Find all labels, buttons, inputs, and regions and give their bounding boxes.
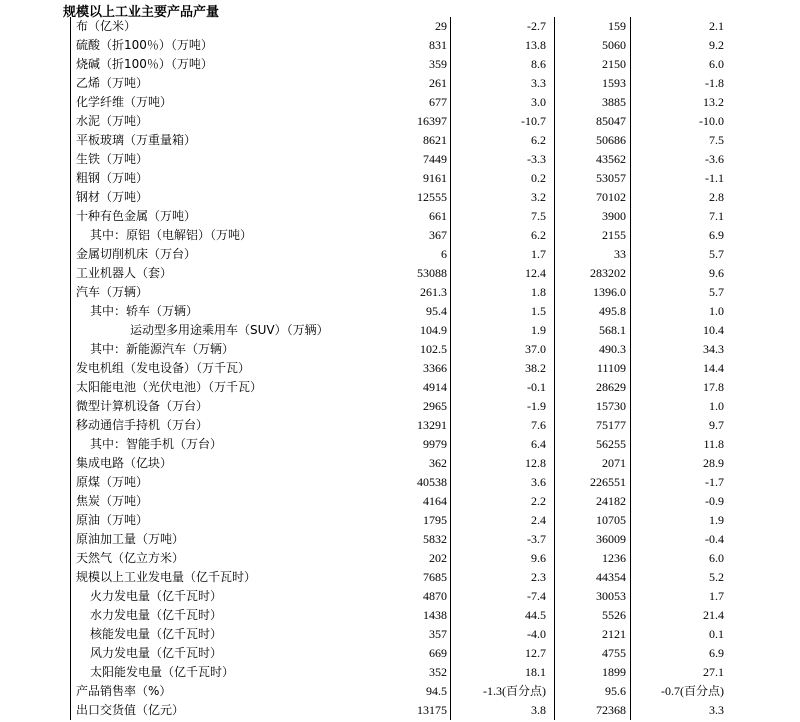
month-output-cell: 13291 [417,418,447,432]
product-name-cell: 生铁（万吨） [76,152,149,166]
month-output-cell: 94.5 [426,684,447,698]
product-name-cell: 微型计算机设备（万台） [76,399,209,413]
month-output-cell: 831 [429,38,447,52]
ytd-output-cell: 5526 [602,608,626,622]
month-growth-cell: 3.0 [531,95,546,109]
month-output-cell: 29 [435,19,447,33]
ytd-growth-cell: -1.7 [705,475,724,489]
ytd-output-cell: 490.3 [599,342,626,356]
ytd-output-cell: 283202 [590,266,626,280]
ytd-growth-cell: 5.7 [709,247,724,261]
month-output-cell: 661 [429,209,447,223]
ytd-output-cell: 5060 [602,38,626,52]
product-name-cell: 集成电路（亿块） [76,456,173,470]
product-name-cell: 核能发电量（亿千瓦时） [90,627,223,641]
month-output-cell: 359 [429,57,447,71]
ytd-output-cell: 495.8 [599,304,626,318]
ytd-growth-cell: -0.7(百分点) [661,684,724,698]
ytd-output-cell: 50686 [596,133,626,147]
month-output-cell: 102.5 [420,342,447,356]
product-name-cell: 布（亿米） [76,19,137,33]
month-output-cell: 40538 [417,475,447,489]
product-name-cell: 产品销售率（%） [76,684,172,698]
month-output-cell: 8621 [423,133,447,147]
ytd-output-cell: 70102 [596,190,626,204]
ytd-output-cell: 568.1 [599,323,626,337]
table-row [70,454,732,473]
ytd-growth-cell: -1.1 [705,171,724,185]
product-name-cell: 焦炭（万吨） [76,494,149,508]
table-row [70,473,732,492]
month-growth-cell: 3.3 [531,76,546,90]
month-growth-cell: 0.2 [531,171,546,185]
table-title: 规模以上工业主要产品产量 [63,5,220,20]
product-name-cell: 火力发电量（亿千瓦时） [90,589,223,603]
table-row [70,359,732,378]
month-growth-cell: 38.2 [525,361,546,375]
month-growth-cell: 8.6 [531,57,546,71]
table-row [70,55,732,74]
ytd-output-cell: 226551 [590,475,626,489]
month-output-cell: 2965 [423,399,447,413]
table-row [70,93,732,112]
table-row [70,169,732,188]
ytd-growth-cell: -3.6 [705,152,724,166]
table-row [70,606,732,625]
month-growth-cell: 2.4 [531,513,546,527]
ytd-output-cell: 30053 [596,589,626,603]
product-name-cell: 规模以上工业发电量（亿千瓦时） [76,570,257,584]
month-growth-cell: -1.3(百分点) [483,684,546,698]
month-growth-cell: 3.8 [531,703,546,717]
month-output-cell: 261.3 [420,285,447,299]
month-output-cell: 677 [429,95,447,109]
table-row [70,112,732,131]
table-row [70,530,732,549]
ytd-growth-cell: 5.2 [709,570,724,584]
month-output-cell: 104.9 [420,323,447,337]
month-growth-cell: 7.5 [531,209,546,223]
month-output-cell: 4914 [423,380,447,394]
month-output-cell: 9161 [423,171,447,185]
ytd-output-cell: 72368 [596,703,626,717]
product-name-cell: 运动型多用途乘用车（SUV）（万辆） [130,323,329,337]
product-name-cell: 汽车（万辆） [76,285,149,299]
table-row [70,207,732,226]
month-output-cell: 6 [441,247,447,261]
product-name-cell: 水力发电量（亿千瓦时） [90,608,223,622]
product-name-cell: 乙烯（万吨） [76,76,149,90]
month-growth-cell: 1.5 [531,304,546,318]
table-row [70,150,732,169]
ytd-growth-cell: -10.0 [699,114,724,128]
table-row [70,340,732,359]
table-row [70,74,732,93]
month-output-cell: 7685 [423,570,447,584]
ytd-growth-cell: 11.8 [703,437,724,451]
table-row [70,682,732,701]
table-row [70,321,732,340]
ytd-growth-cell: 17.8 [703,380,724,394]
month-output-cell: 261 [429,76,447,90]
month-growth-cell: 1.8 [531,285,546,299]
ytd-growth-cell: 28.9 [703,456,724,470]
ytd-growth-cell: 3.3 [709,703,724,717]
month-growth-cell: 7.6 [531,418,546,432]
ytd-output-cell: 28629 [596,380,626,394]
month-growth-cell: 12.4 [525,266,546,280]
month-growth-cell: 12.7 [525,646,546,660]
table-row [70,226,732,245]
product-name-cell: 金属切削机床（万台） [76,247,197,261]
ytd-growth-cell: 10.4 [703,323,724,337]
month-growth-cell: 18.1 [525,665,546,679]
ytd-growth-cell: 2.1 [709,19,724,33]
ytd-output-cell: 2155 [602,228,626,242]
month-output-cell: 357 [429,627,447,641]
month-growth-cell: 44.5 [525,608,546,622]
product-name-cell: 发电机组（发电设备）（万千瓦） [76,361,251,375]
product-name-cell: 原油加工量（万吨） [76,532,185,546]
month-output-cell: 1438 [423,608,447,622]
month-growth-cell: 12.8 [525,456,546,470]
month-output-cell: 9979 [423,437,447,451]
table-row [70,568,732,587]
product-name-cell: 太阳能电池（光伏电池）（万千瓦） [76,380,263,394]
table-row [70,17,732,36]
table-row [70,302,732,321]
table-row [70,397,732,416]
month-output-cell: 202 [429,551,447,565]
ytd-growth-cell: 21.4 [703,608,724,622]
ytd-output-cell: 1593 [602,76,626,90]
product-name-cell: 天然气（亿立方米） [76,551,185,565]
ytd-growth-cell: 7.5 [709,133,724,147]
month-output-cell: 16397 [417,114,447,128]
ytd-growth-cell: 13.2 [703,95,724,109]
product-name-cell: 平板玻璃（万重量箱） [76,133,197,147]
ytd-output-cell: 11109 [596,361,626,375]
ytd-growth-cell: 1.9 [709,513,724,527]
ytd-output-cell: 1236 [602,551,626,565]
ytd-growth-cell: 6.9 [709,228,724,242]
month-output-cell: 3366 [423,361,447,375]
month-growth-cell: 2.2 [531,494,546,508]
ytd-growth-cell: 1.0 [709,304,724,318]
month-output-cell: 669 [429,646,447,660]
product-name-cell: 出口交货值（亿元） [76,703,185,717]
month-output-cell: 95.4 [426,304,447,318]
ytd-growth-cell: 9.6 [709,266,724,280]
ytd-output-cell: 4755 [602,646,626,660]
ytd-growth-cell: 6.9 [709,646,724,660]
product-name-cell: 烧碱（折100％）（万吨） [76,57,213,71]
month-growth-cell: 2.3 [531,570,546,584]
product-name-cell: 硫酸（折100％）（万吨） [76,38,213,52]
ytd-output-cell: 10705 [596,513,626,527]
product-name-cell: 太阳能发电量（亿千瓦时） [90,665,235,679]
product-name-cell: 其中：轿车（万辆） [90,304,199,318]
month-growth-cell: -7.4 [527,589,546,603]
ytd-growth-cell: 9.2 [709,38,724,52]
product-name-cell: 粗钢（万吨） [76,171,149,185]
table-row [70,492,732,511]
ytd-output-cell: 2121 [602,627,626,641]
product-name-cell: 化学纤维（万吨） [76,95,173,109]
ytd-output-cell: 2071 [602,456,626,470]
month-output-cell: 362 [429,456,447,470]
product-name-cell: 其中：新能源汽车（万辆） [90,342,235,356]
month-growth-cell: -4.0 [527,627,546,641]
table-row [70,701,732,720]
ytd-output-cell: 75177 [596,418,626,432]
ytd-output-cell: 24182 [596,494,626,508]
product-name-cell: 风力发电量（亿千瓦时） [90,646,223,660]
product-name-cell: 原煤（万吨） [76,475,149,489]
month-growth-cell: 9.6 [531,551,546,565]
product-name-cell: 原油（万吨） [76,513,149,527]
month-growth-cell: -0.1 [527,380,546,394]
ytd-growth-cell: 34.3 [703,342,724,356]
product-name-cell: 移动通信手持机（万台） [76,418,209,432]
ytd-output-cell: 3885 [602,95,626,109]
ytd-growth-cell: 2.8 [709,190,724,204]
month-output-cell: 352 [429,665,447,679]
table-row [70,264,732,283]
month-growth-cell: 6.4 [531,437,546,451]
ytd-growth-cell: -1.8 [705,76,724,90]
month-growth-cell: 3.2 [531,190,546,204]
month-growth-cell: -2.7 [527,19,546,33]
month-growth-cell: 3.6 [531,475,546,489]
ytd-output-cell: 43562 [596,152,626,166]
month-output-cell: 4164 [423,494,447,508]
ytd-growth-cell: 9.7 [709,418,724,432]
month-output-cell: 7449 [423,152,447,166]
month-growth-cell: -3.7 [527,532,546,546]
ytd-growth-cell: 27.1 [703,665,724,679]
ytd-growth-cell: -0.4 [705,532,724,546]
month-growth-cell: 1.9 [531,323,546,337]
table-row [70,435,732,454]
month-output-cell: 367 [429,228,447,242]
month-growth-cell: 37.0 [525,342,546,356]
ytd-growth-cell: 0.1 [709,627,724,641]
ytd-growth-cell: 6.0 [709,551,724,565]
product-name-cell: 其中：原铝（电解铝）（万吨） [90,228,253,242]
month-growth-cell: 6.2 [531,228,546,242]
production-table [70,17,732,720]
ytd-output-cell: 44354 [596,570,626,584]
table-row [70,188,732,207]
month-growth-cell: 1.7 [531,247,546,261]
ytd-output-cell: 33 [614,247,626,261]
table-row [70,511,732,530]
month-growth-cell: 6.2 [531,133,546,147]
table-row [70,587,732,606]
ytd-growth-cell: 6.0 [709,57,724,71]
ytd-output-cell: 2150 [602,57,626,71]
ytd-output-cell: 95.6 [605,684,626,698]
table-row [70,416,732,435]
month-output-cell: 4870 [423,589,447,603]
table-row [70,245,732,264]
ytd-output-cell: 1396.0 [593,285,626,299]
table-row [70,36,732,55]
month-growth-cell: -3.3 [527,152,546,166]
ytd-growth-cell: 7.1 [709,209,724,223]
month-growth-cell: -10.7 [521,114,546,128]
ytd-growth-cell: 1.0 [709,399,724,413]
product-name-cell: 水泥（万吨） [76,114,149,128]
ytd-growth-cell: 14.4 [703,361,724,375]
ytd-output-cell: 15730 [596,399,626,413]
month-output-cell: 5832 [423,532,447,546]
month-growth-cell: 13.8 [525,38,546,52]
month-output-cell: 13175 [417,703,447,717]
month-output-cell: 53088 [417,266,447,280]
ytd-output-cell: 53057 [596,171,626,185]
ytd-output-cell: 3900 [602,209,626,223]
product-name-cell: 十种有色金属（万吨） [76,209,197,223]
month-growth-cell: -1.9 [527,399,546,413]
ytd-output-cell: 159 [608,19,626,33]
ytd-growth-cell: -0.9 [705,494,724,508]
ytd-output-cell: 85047 [596,114,626,128]
ytd-output-cell: 36009 [596,532,626,546]
table-row [70,378,732,397]
product-name-cell: 工业机器人（套） [76,266,173,280]
table-row [70,549,732,568]
ytd-output-cell: 1899 [602,665,626,679]
month-output-cell: 12555 [417,190,447,204]
table-row [70,283,732,302]
month-output-cell: 1795 [423,513,447,527]
table-row [70,663,732,682]
table-row [70,644,732,663]
table-row [70,131,732,150]
ytd-output-cell: 56255 [596,437,626,451]
ytd-growth-cell: 5.7 [709,285,724,299]
product-name-cell: 钢材（万吨） [76,190,149,204]
product-name-cell: 其中：智能手机（万台） [90,437,223,451]
ytd-growth-cell: 1.7 [709,589,724,603]
table-row [70,625,732,644]
